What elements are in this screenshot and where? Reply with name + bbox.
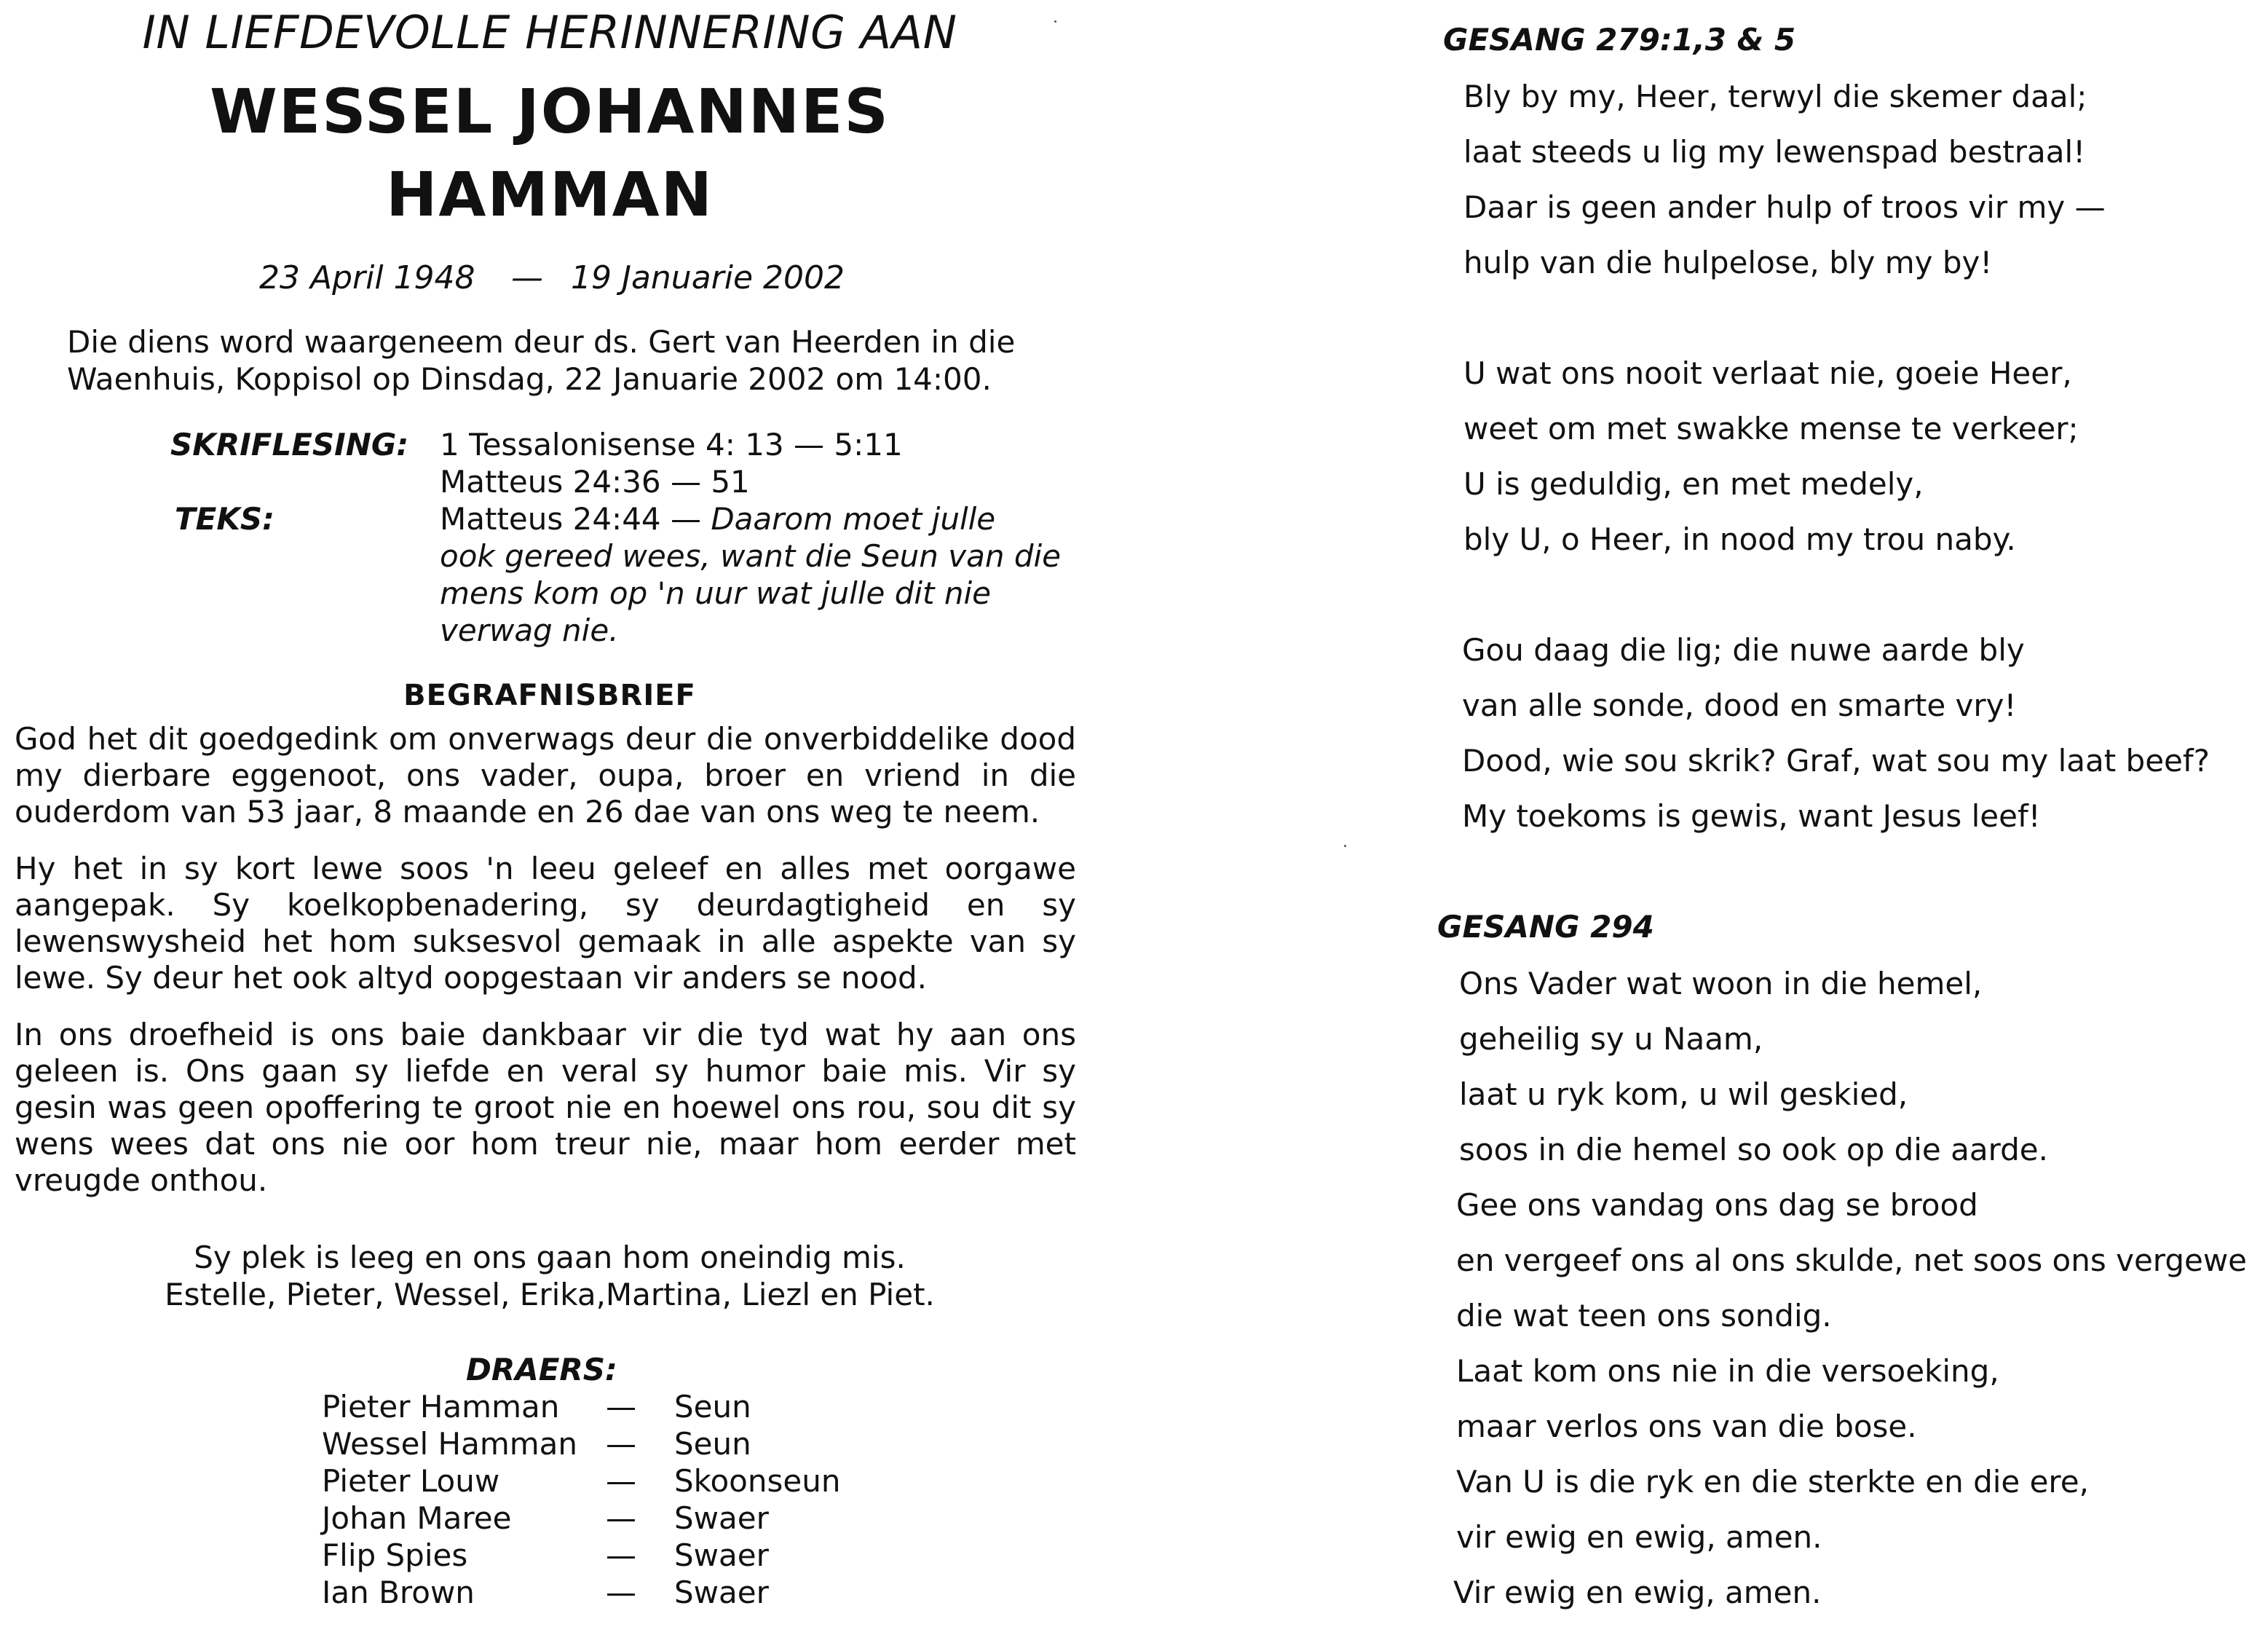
- bearer-relation: Swaer: [674, 1537, 769, 1573]
- hymn-line: van alle sonde, dood en smarte vry!: [1462, 688, 2017, 723]
- bearer-name: Wessel Hamman: [322, 1426, 578, 1462]
- scan-speck: [1344, 845, 1346, 847]
- sermon-text-quote-2: ook gereed wees, want die Seun van die: [440, 538, 1062, 574]
- bearer-relation: Swaer: [674, 1575, 769, 1610]
- letter-title: BEGRAFNISBRIEF: [403, 679, 696, 712]
- hymn-line: Laat kom ons nie in die versoeking,: [1456, 1353, 1999, 1389]
- hymn-line: Daar is geen ander hulp of troos vir my —: [1463, 189, 2106, 225]
- bearer-dash: —: [606, 1500, 636, 1536]
- hymn-line: bly U, o Heer, in nood my trou naby.: [1463, 521, 2016, 557]
- date-separator: —: [511, 259, 543, 296]
- bearer-relation: Skoonseun: [674, 1463, 841, 1499]
- hymn-line: Vir ewig en ewig, amen.: [1453, 1575, 1822, 1610]
- hymn-2-title: GESANG 294: [1437, 909, 1654, 945]
- hymn-line: Gou daag die lig; die nuwe aarde bly: [1462, 632, 2025, 668]
- hymn-line: vir ewig en ewig, amen.: [1456, 1519, 1822, 1555]
- bearer-dash: —: [606, 1463, 636, 1499]
- hymn-line: laat steeds u lig my lewenspad bestraal!: [1463, 134, 2086, 170]
- sermon-text-quote-3: mens kom op 'n uur wat julle dit nie: [440, 575, 991, 611]
- death-date: 19 Januarie 2002: [571, 259, 845, 296]
- bearer-name: Pieter Louw: [322, 1463, 500, 1499]
- closing-line: Sy plek is leeg en ons gaan hom oneindig mis.: [194, 1240, 906, 1275]
- scripture-reading-1: 1 Tessalonisense 4: 13 — 5:11: [440, 427, 903, 462]
- birth-date: 23 April 1948: [259, 259, 475, 296]
- hymn-line: laat u ryk kom, u wil geskied,: [1459, 1076, 1908, 1112]
- bearer-dash: —: [606, 1575, 636, 1610]
- hymn-line: Ons Vader wat woon in die hemel,: [1459, 966, 1983, 1001]
- bearer-name: Johan Maree: [322, 1500, 512, 1536]
- hymn-line: Gee ons vandag ons dag se brood: [1456, 1187, 1978, 1223]
- bearer-name: Pieter Hamman: [322, 1389, 560, 1425]
- deceased-first-names: WESSEL JOHANNES: [210, 76, 890, 147]
- family-names: Estelle, Pieter, Wessel, Erika,Martina, Liezl en Piet.: [165, 1277, 935, 1312]
- hymn-line: hulp van die hulpelose, bly my by!: [1463, 245, 1993, 280]
- sermon-text-reference: Matteus 24:44 —: [440, 501, 711, 537]
- hymn-line: U is geduldig, en met medely,: [1463, 466, 1924, 502]
- scripture-label: SKRIFLESING:: [170, 427, 409, 462]
- hymn-line: maar verlos ons van die bose.: [1456, 1409, 1917, 1444]
- sermon-text: [440, 501, 995, 537]
- sermon-text-quote-4: verwag nie.: [440, 612, 619, 648]
- letter-paragraph-1: God het dit goedgedink om onverwags deur die onverbiddelike dood my dierbare eggenoot, ons vader, oupa, broer en vriend in die ouderdom van 53 jaar, 8 maande en 26 dae van ons weg te neem.: [15, 721, 1076, 830]
- hymn-line: geheilig sy u Naam,: [1459, 1021, 1763, 1057]
- hymn-1-title: GESANG 279:1,3 & 5: [1443, 22, 1796, 58]
- letter-paragraph-2: Hy het in sy kort lewe soos 'n leeu geleef en alles met oorgawe aangepak. Sy koelkopbenadering, sy deurdagtigheid en sy lewenswysheid het hom suksesvol gemaak in alle aspekte van sy lewe. Sy deur het ook altyd oopgestaan vir anders se nood.: [15, 851, 1076, 996]
- bearers-title: DRAERS:: [466, 1352, 617, 1387]
- hymn-line: Van U is die ryk en die sterkte en die ere,: [1456, 1464, 2089, 1500]
- hymn-line: My toekoms is gewis, want Jesus leef!: [1462, 798, 2041, 834]
- sermon-text-label: TEKS:: [175, 501, 274, 537]
- hymn-line: weet om met swakke mense te verkeer;: [1463, 411, 2079, 446]
- bearer-dash: —: [606, 1389, 636, 1425]
- hymn-line: Bly by my, Heer, terwyl die skemer daal;: [1463, 79, 2087, 114]
- hymn-line: Dood, wie sou skrik? Graf, wat sou my laat beef?: [1462, 743, 2210, 779]
- bearer-relation: Swaer: [674, 1500, 769, 1536]
- hymn-line: en vergeef ons al ons skulde, net soos ons vergewe: [1456, 1242, 2248, 1278]
- hymn-line: soos in die hemel so ook op die aarde.: [1459, 1132, 2048, 1167]
- bearer-name: Ian Brown: [322, 1575, 475, 1610]
- bearer-dash: —: [606, 1426, 636, 1462]
- deceased-surname: HAMMAN: [386, 159, 714, 230]
- sermon-text-quote-1: Daarom moet julle: [711, 501, 996, 537]
- hymn-line: die wat teen ons sondig.: [1456, 1298, 1832, 1333]
- bearer-relation: Seun: [674, 1389, 751, 1425]
- letter-body: [15, 721, 1076, 1219]
- scripture-reading-2: Matteus 24:36 — 51: [440, 464, 750, 500]
- hymn-line: U wat ons nooit verlaat nie, goeie Heer,: [1463, 355, 2072, 391]
- letter-paragraph-3: In ons droefheid is ons baie dankbaar vir die tyd wat hy aan ons geleen is. Ons gaan sy liefde en veral sy humor baie mis. Vir sy gesin was geen opoffering te groot nie en hoewel ons rou, sou dit sy wens wees dat ons nie oor hom treur nie, maar hom eerder met vreugde onthou.: [15, 1017, 1076, 1198]
- memorial-header: IN LIEFDEVOLLE HERINNERING AAN: [142, 6, 957, 59]
- service-info-line-1: Die diens word waargeneem deur ds. Gert van Heerden in die: [67, 324, 1016, 360]
- bearer-dash: —: [606, 1537, 636, 1573]
- scan-speck: [1054, 20, 1056, 23]
- bearer-relation: Seun: [674, 1426, 751, 1462]
- service-info-line-2: Waenhuis, Koppisol op Dinsdag, 22 Januarie 2002 om 14:00.: [67, 361, 992, 397]
- bearer-name: Flip Spies: [322, 1537, 468, 1573]
